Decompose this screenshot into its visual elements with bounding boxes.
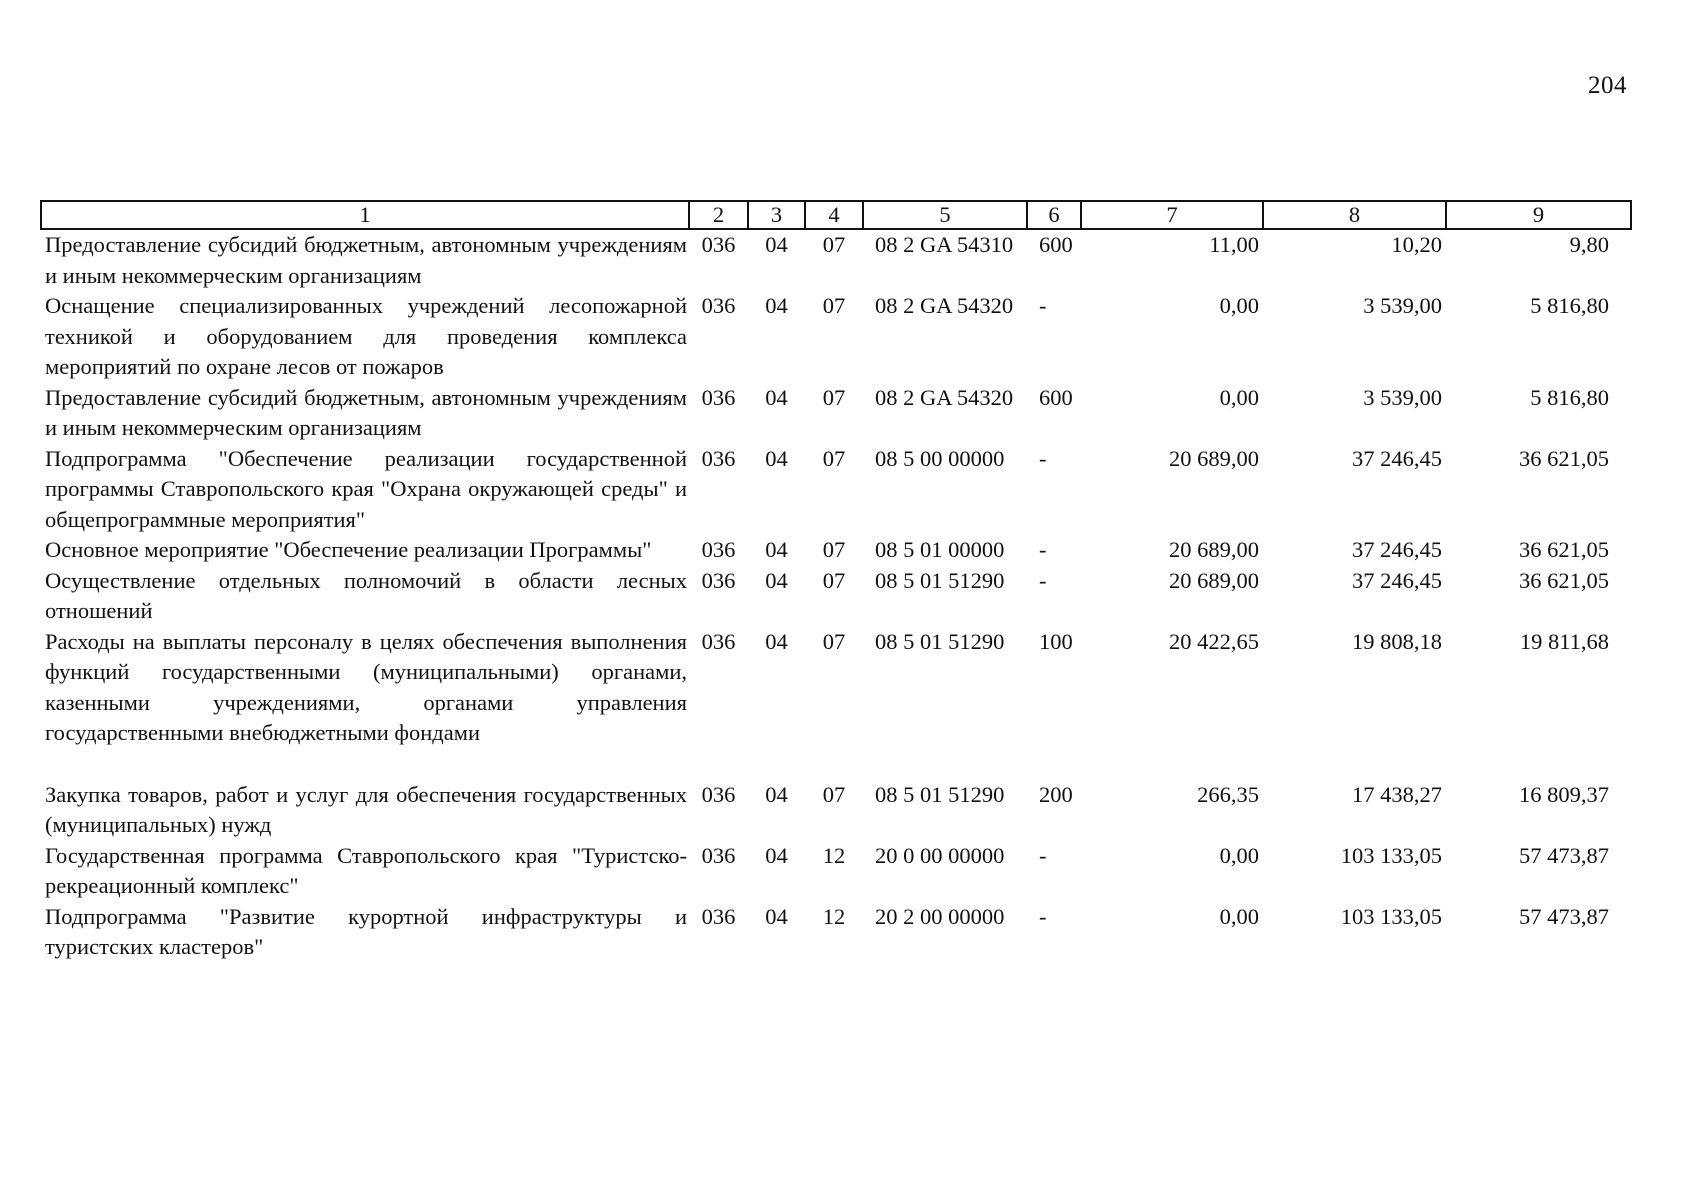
row-col-5: 08 2 GA 54310 [875,232,1014,257]
row-col-2: 036 [701,293,736,318]
row-col-4: 12 [822,842,846,868]
row-col-2: 036 [701,903,736,929]
row-name: Расходы на выплаты персоналу в целях обеспечения выполнения функций государственными (муниципальными) органами, казенными учреждениями, органами управления государственными внебюджетными фондами [45,628,687,745]
row-col-8: 19 808,18 [1352,628,1442,654]
row-col-5: 08 5 00 00000 [875,445,1005,471]
row-col-9: 19 811,68 [1519,628,1609,654]
row-col-3: 04 [765,903,788,929]
row-name: Основное мероприятие "Обеспечение реализации Программы" [45,537,652,562]
row-col-5: 08 5 01 51290 [875,567,1005,593]
row-col-5: 08 2 GA 54320 [875,293,1014,318]
row-col-6: - [1039,537,1047,562]
header-cell-2: 2 [689,201,748,229]
table-row [41,291,1631,383]
table-header [41,201,1631,229]
row-col-7: 0,00 [1219,293,1259,318]
row-col-3: 04 [765,293,788,318]
row-col-9: 5 816,80 [1530,293,1609,318]
row-col-2: 036 [701,384,736,410]
table-row [41,841,1631,902]
row-col-9: 36 621,05 [1519,567,1609,593]
row-col-6: - [1039,293,1047,318]
row-col-6: 600 [1039,384,1073,410]
row-col-3: 04 [765,781,788,807]
header-cell-9: 9 [1446,201,1631,229]
row-col-7: 20 689,00 [1169,567,1259,593]
row-col-3: 04 [765,384,788,410]
header-cell-8: 8 [1263,201,1446,229]
table-row [41,229,1631,291]
header-cell-5: 5 [863,201,1027,229]
table-row [41,444,1631,536]
row-name: Предоставление субсидий бюджетным, автономным учреждениям и иным некоммерческим организациям [45,384,687,440]
row-col-5: 20 2 00 00000 [875,903,1005,929]
row-name: Подпрограмма "Развитие курортной инфраструктуры и туристских кластеров" [45,903,687,959]
row-col-4: 07 [822,445,846,471]
row-col-7: 11,00 [1209,232,1259,257]
header-cell-4: 4 [805,201,863,229]
header-cell-1: 1 [41,201,689,229]
row-col-5: 08 5 01 00000 [875,537,1005,562]
row-col-3: 04 [765,842,788,868]
row-col-9: 36 621,05 [1519,445,1609,471]
row-col-8: 17 438,27 [1352,781,1442,807]
row-col-3: 04 [765,567,788,593]
row-col-7: 20 422,65 [1169,628,1259,654]
row-col-8: 37 246,45 [1352,445,1442,471]
row-col-4: 07 [822,781,846,807]
page-number: 204 [1588,72,1627,99]
row-col-6: - [1039,842,1047,868]
table-row [41,383,1631,444]
row-col-3: 04 [765,628,788,654]
row-col-5: 08 2 GA 54320 [875,384,1014,410]
row-col-6: - [1039,567,1047,593]
row-col-2: 036 [701,842,736,868]
row-col-8: 37 246,45 [1352,567,1442,593]
row-col-6: 200 [1039,781,1073,807]
row-col-2: 036 [701,567,736,593]
row-col-8: 3 539,00 [1363,384,1442,410]
row-col-7: 20 689,00 [1169,537,1259,562]
table-row [41,902,1631,963]
row-col-3: 04 [765,232,788,257]
row-col-9: 36 621,05 [1519,537,1609,562]
row-col-6: 100 [1039,628,1073,654]
row-col-9: 57 473,87 [1519,903,1609,929]
row-col-9: 16 809,37 [1519,781,1609,807]
row-col-5: 08 5 01 51290 [875,628,1005,654]
row-col-7: 0,00 [1219,903,1259,929]
row-col-5: 08 5 01 51290 [875,781,1005,807]
header-cell-6: 6 [1027,201,1081,229]
row-col-2: 036 [701,781,736,807]
row-col-7: 0,00 [1219,384,1259,410]
row-col-2: 036 [701,232,736,257]
header-row [41,201,1631,229]
row-col-8: 37 246,45 [1352,537,1442,562]
row-col-3: 04 [765,445,788,471]
table-body [41,229,1631,963]
row-name: Подпрограмма "Обеспечение реализации государственной программы Ставропольского края "Охрана окружающей среды" и общепрограммные мероприятия" [45,445,687,532]
row-col-8: 103 133,05 [1340,903,1442,929]
header-cell-7: 7 [1081,201,1263,229]
row-col-6: - [1039,903,1047,929]
row-col-4: 12 [822,903,846,929]
row-col-4: 07 [822,628,846,654]
row-col-6: - [1039,445,1047,471]
row-col-5: 20 0 00 00000 [875,842,1005,868]
row-name: Государственная программа Ставропольского края "Туристско-рекреационный комплекс" [45,842,687,898]
row-name: Осуществление отдельных полномочий в области лесных отношений [45,567,687,623]
row-name: Закупка товаров, работ и услуг для обеспечения государственных (муниципальных) нужд [45,781,687,837]
table-row [41,627,1631,749]
row-col-7: 266,35 [1197,781,1259,807]
row-col-9: 5 816,80 [1530,384,1609,410]
table-row [41,749,1631,841]
row-col-7: 20 689,00 [1169,445,1259,471]
header-cell-3: 3 [748,201,805,229]
row-col-2: 036 [701,445,736,471]
row-col-4: 07 [822,293,846,318]
row-col-4: 07 [822,537,846,562]
row-name: Оснащение специализированных учреждений лесопожарной техникой и оборудованием для проведения комплекса мероприятий по охране лесов от пожаров [45,293,687,379]
table-row [41,566,1631,627]
row-col-2: 036 [701,537,736,562]
row-col-2: 036 [701,628,736,654]
row-col-4: 07 [822,567,846,593]
table-row [41,535,1631,566]
row-col-9: 57 473,87 [1519,842,1609,868]
row-col-7: 0,00 [1219,842,1259,868]
row-col-9: 9,80 [1569,232,1609,257]
row-col-4: 07 [822,232,846,257]
row-col-4: 07 [822,384,846,410]
budget-table [40,200,1632,963]
row-col-8: 3 539,00 [1363,293,1442,318]
row-col-6: 600 [1039,232,1073,257]
row-col-8: 103 133,05 [1340,842,1442,868]
row-col-3: 04 [765,537,788,562]
row-col-8: 10,20 [1391,232,1442,257]
row-name: Предоставление субсидий бюджетным, автономным учреждениям и иным некоммерческим организациям [45,232,687,288]
